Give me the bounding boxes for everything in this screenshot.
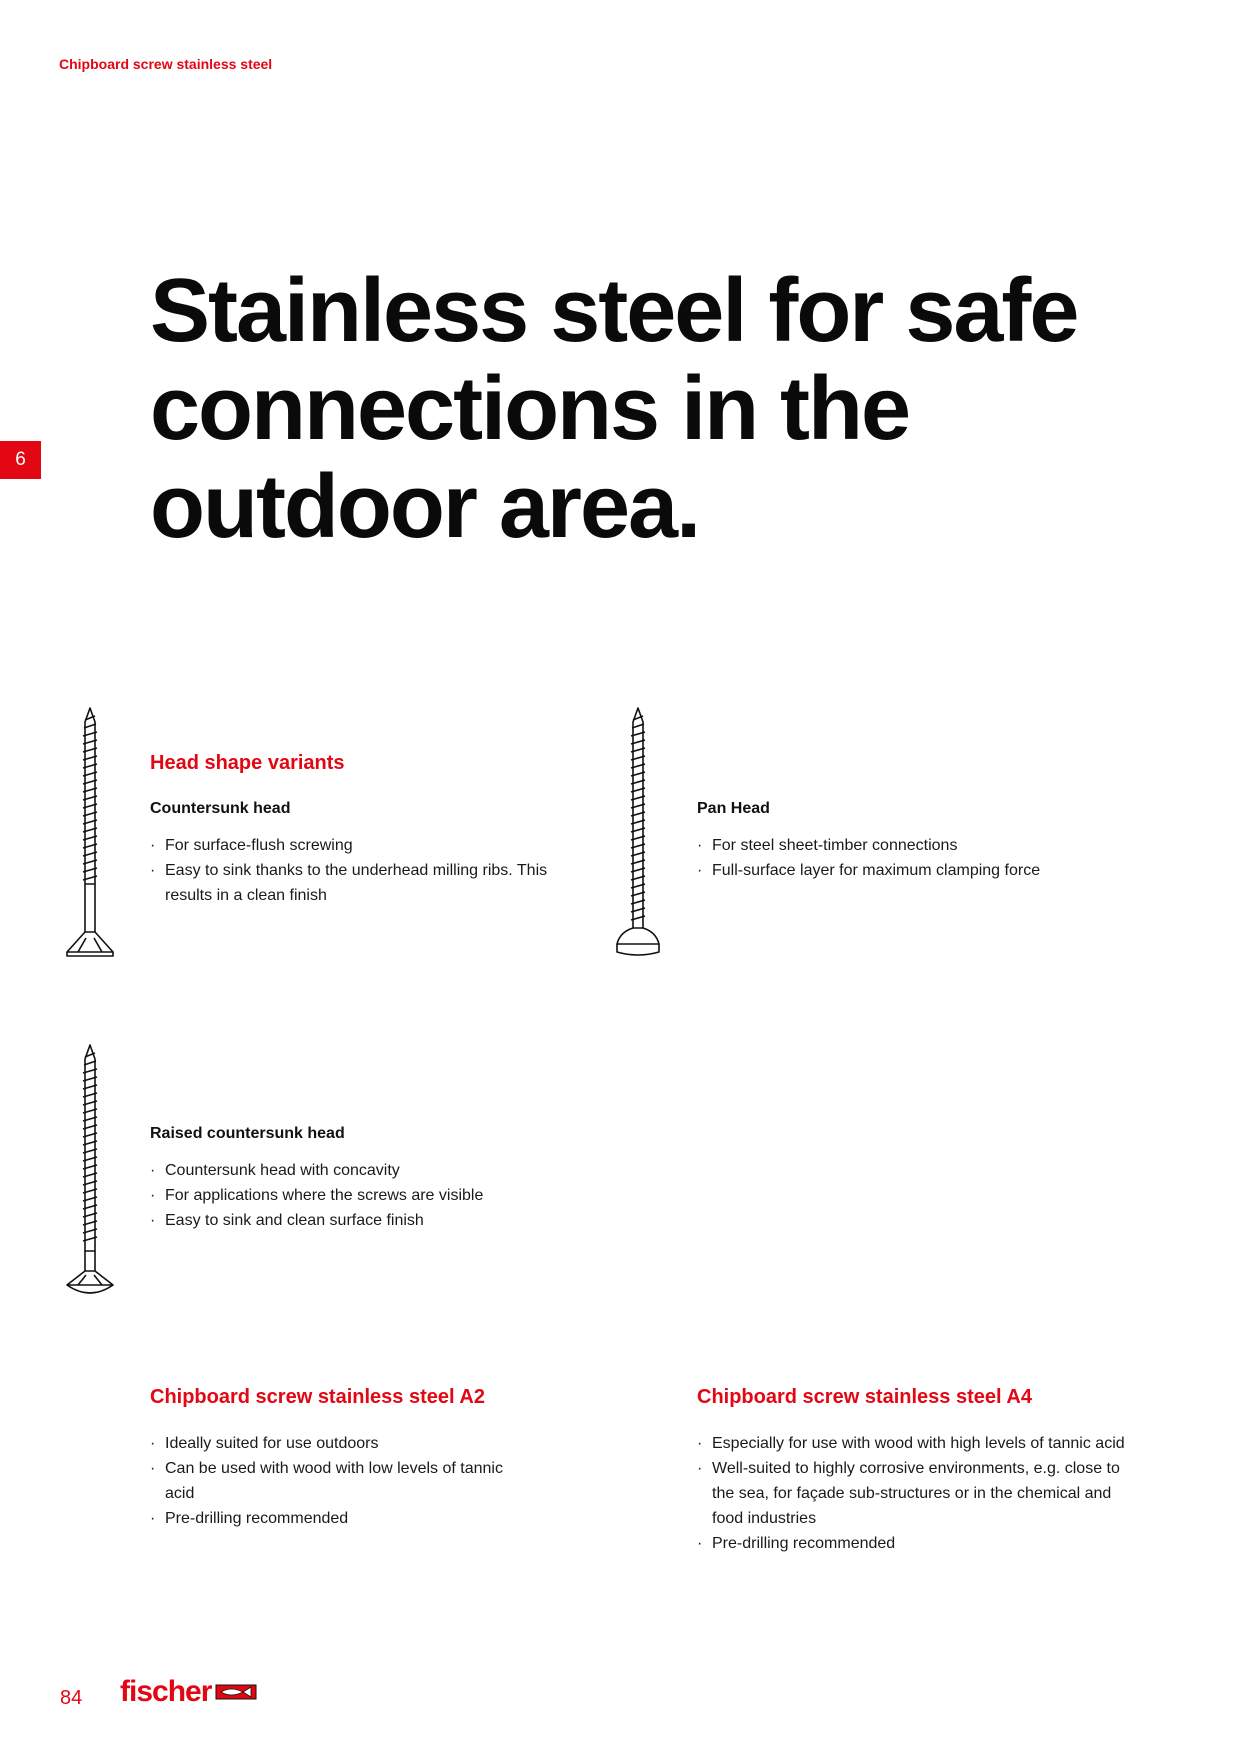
bullet-list: [150, 833, 550, 908]
page-number: 84: [60, 1687, 83, 1709]
variant-name: Countersunk head: [150, 800, 291, 817]
list-item: · Ideally suited for use outdoors: [150, 1431, 510, 1456]
fischer-logo: [120, 1675, 257, 1709]
bullet-list: [150, 1158, 570, 1233]
list-item: · Especially for use with wood with high levels of tannic acid: [697, 1431, 1127, 1456]
pan-head-screw-icon: [612, 706, 664, 960]
variant-name: Pan Head: [697, 800, 770, 817]
list-item: · Easy to sink thanks to the underhead milling ribs. This results in a clean finish: [150, 858, 550, 908]
list-item: · Countersunk head with concavity: [150, 1158, 570, 1183]
list-item: · For steel sheet-timber connections: [697, 833, 1127, 858]
list-item: · For surface-flush screwing: [150, 833, 550, 858]
bullet-list: [697, 1431, 1127, 1556]
bullet-list: [150, 1431, 510, 1531]
list-item: · For applications where the screws are visible: [150, 1183, 570, 1208]
list-item: · Pre-drilling recommended: [150, 1506, 510, 1531]
section-title-head-shapes: Head shape variants: [150, 752, 345, 774]
list-item: · Easy to sink and clean surface finish: [150, 1208, 570, 1233]
bullet-list: [697, 833, 1127, 883]
variant-name: Raised countersunk head: [150, 1125, 345, 1142]
list-item: · Can be used with wood with low levels of tannic acid: [150, 1456, 510, 1506]
list-item: · Pre-drilling recommended: [697, 1531, 1127, 1556]
running-title: Chipboard screw stainless steel: [59, 56, 273, 72]
variant-countersunk: [150, 800, 550, 908]
chapter-tab[interactable]: 6: [0, 441, 41, 479]
section-title-a2: Chipboard screw stainless steel A2: [150, 1386, 485, 1408]
raised-countersunk-screw-icon: [64, 1043, 116, 1297]
variant-pan-head: [697, 800, 1127, 883]
section-title-a4: Chipboard screw stainless steel A4: [697, 1386, 1032, 1408]
countersunk-screw-icon: [64, 706, 116, 960]
list-item: · Well-suited to highly corrosive environments, e.g. close to the sea, for façade sub-structures or in the chemical and food industries: [697, 1456, 1127, 1531]
page-headline: Stainless steel for safe connections in the outdoor area.: [150, 261, 1078, 557]
fish-emblem-icon: [215, 1684, 257, 1700]
variant-raised-countersunk: [150, 1125, 570, 1233]
logo-wordmark: fischer: [120, 1675, 212, 1708]
grade-a4: [697, 1386, 1127, 1556]
list-item: · Full-surface layer for maximum clamping force: [697, 858, 1127, 883]
grade-a2: [150, 1386, 510, 1531]
